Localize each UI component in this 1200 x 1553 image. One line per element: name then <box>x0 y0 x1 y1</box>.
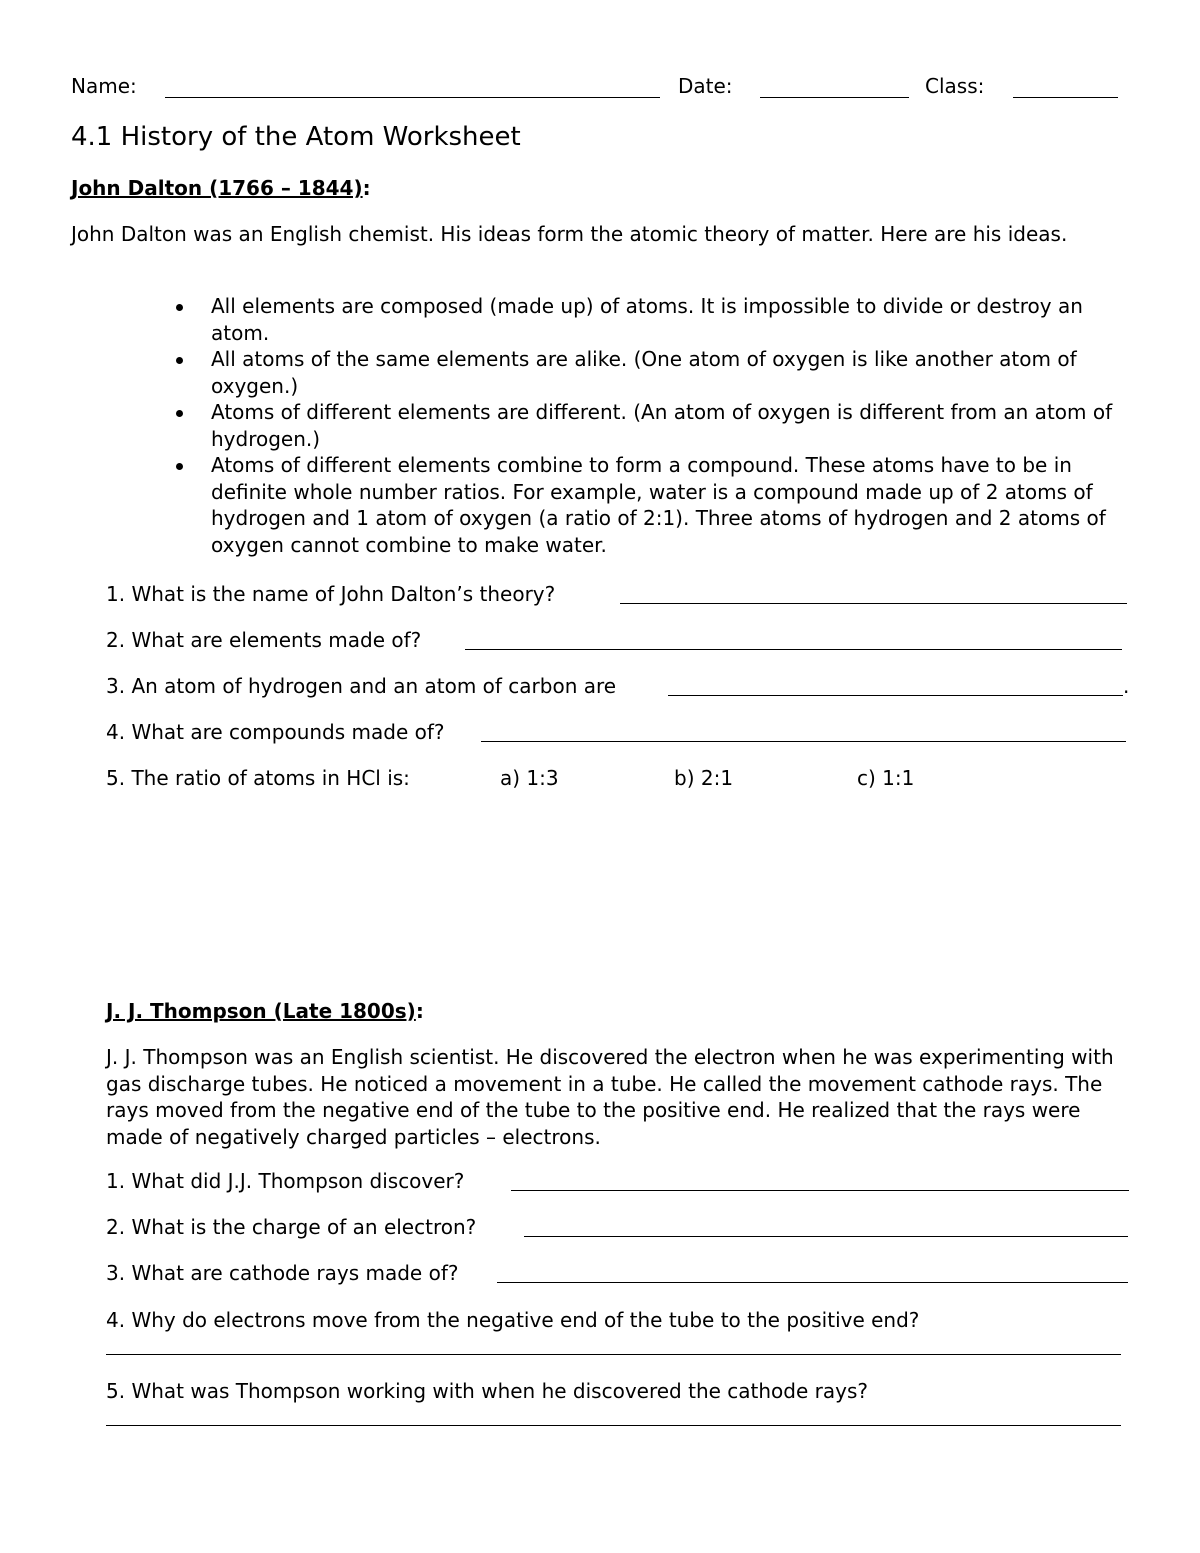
bullet-icon <box>176 410 183 417</box>
dalton-answer-3-blank[interactable] <box>668 695 1123 696</box>
thompson-answer-5-blank[interactable] <box>106 1425 1121 1426</box>
thompson-question-5: 5. What was Thompson working with when he discovered the cathode rays? <box>106 1379 868 1403</box>
thompson-answer-2-blank[interactable] <box>524 1236 1128 1237</box>
dalton-question-1: 1. What is the name of John Dalton’s theory? <box>106 582 556 606</box>
dalton-question-3: 3. An atom of hydrogen and an atom of carbon are <box>106 674 617 698</box>
thompson-question-4: 4. Why do electrons move from the negative end of the tube to the positive end? <box>106 1308 920 1332</box>
date-label: Date: <box>678 74 733 98</box>
dalton-heading-text: John Dalton (1766 – 1844) <box>71 176 363 200</box>
thompson-answer-4-blank[interactable] <box>106 1354 1121 1355</box>
dalton-answer-4-blank[interactable] <box>481 741 1126 742</box>
list-item-text: All atoms of the same elements are alike. (One atom of oxygen is like another atom of oxygen.) <box>211 347 1077 398</box>
dalton-heading <box>71 175 371 201</box>
list-item <box>170 452 1130 558</box>
option-c[interactable]: c) 1:1 <box>857 766 915 790</box>
dalton-question-2: 2. What are elements made of? <box>106 628 422 652</box>
thompson-heading <box>106 998 424 1024</box>
bullet-icon <box>176 463 183 470</box>
dalton-answer-1-blank[interactable] <box>620 603 1127 604</box>
list-item-text: Atoms of different elements are different. (An atom of oxygen is different from an atom of hydrogen.) <box>211 400 1113 451</box>
thompson-question-2: 2. What is the charge of an electron? <box>106 1215 477 1239</box>
dalton-question-3-period: . <box>1123 674 1130 698</box>
class-label: Class: <box>925 74 985 98</box>
dalton-question-4: 4. What are compounds made of? <box>106 720 445 744</box>
thompson-heading-text: J. J. Thompson (Late 1800s) <box>106 999 416 1023</box>
thompson-answer-3-blank[interactable] <box>497 1282 1128 1283</box>
thompson-intro: J. J. Thompson was an English scientist. He discovered the electron when he was experimenting with gas discharge tubes. He noticed a movement in a tube. He called the movement cathode rays. The rays moved from the negative end of the tube to the positive end. He realized that the rays were made of negatively charged particles – electrons. <box>106 1045 1114 1149</box>
dalton-intro: John Dalton was an English chemist. His ideas form the atomic theory of matter. Here are his ideas. <box>71 222 1068 246</box>
list-item <box>170 293 1130 346</box>
list-item <box>170 399 1130 452</box>
thompson-answer-1-blank[interactable] <box>511 1190 1129 1191</box>
bullet-icon <box>176 304 183 311</box>
list-item <box>170 346 1130 399</box>
page-title: 4.1 History of the Atom Worksheet <box>71 122 521 152</box>
dalton-heading-colon: : <box>362 176 371 200</box>
thompson-question-1: 1. What did J.J. Thompson discover? <box>106 1169 465 1193</box>
list-item-text: All elements are composed (made up) of atoms. It is impossible to divide or destroy an atom. <box>211 294 1083 345</box>
bullet-icon <box>176 357 183 364</box>
thompson-heading-colon: : <box>415 999 424 1023</box>
dalton-question-5: 5. The ratio of atoms in HCl is: <box>106 766 410 790</box>
dalton-answer-2-blank[interactable] <box>465 649 1122 650</box>
list-item-text: Atoms of different elements combine to form a compound. These atoms have to be in definite whole number ratios. For example, water is a compound made up of 2 atoms of hydrogen and 1 atom of oxygen (a ratio of 2:1). Three atoms of hydrogen and 2 atoms of oxygen cannot combine to make water. <box>211 453 1106 557</box>
class-blank[interactable] <box>1013 97 1118 98</box>
dalton-ideas-list <box>170 293 1130 558</box>
name-label: Name: <box>71 74 137 98</box>
name-blank[interactable] <box>165 97 660 98</box>
option-b[interactable]: b) 2:1 <box>674 766 734 790</box>
option-a[interactable]: a) 1:3 <box>500 766 559 790</box>
thompson-question-3: 3. What are cathode rays made of? <box>106 1261 459 1285</box>
date-blank[interactable] <box>760 97 909 98</box>
